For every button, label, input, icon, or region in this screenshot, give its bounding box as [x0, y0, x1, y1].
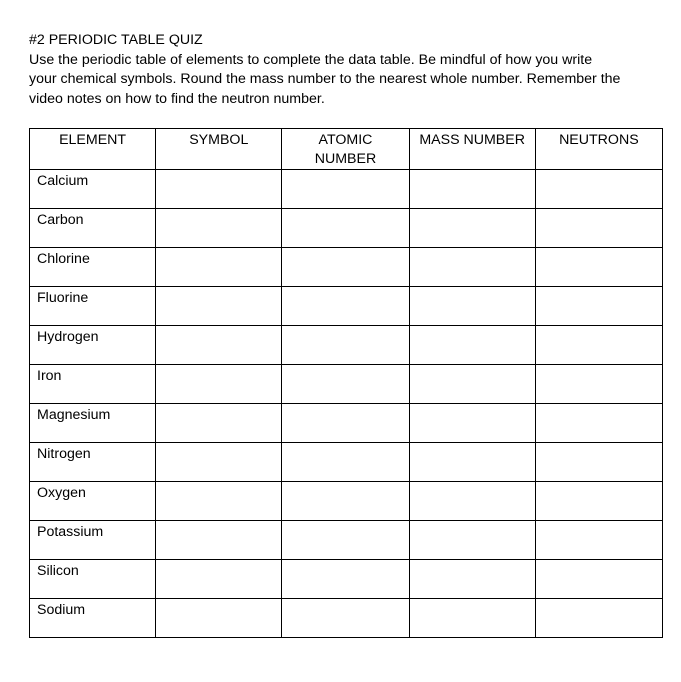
neutrons-cell[interactable]: [535, 248, 662, 287]
element-cell: Potassium: [30, 521, 156, 560]
mass-number-cell[interactable]: [409, 482, 535, 521]
neutrons-cell[interactable]: [535, 482, 662, 521]
symbol-cell[interactable]: [156, 521, 282, 560]
table-row: [30, 482, 663, 521]
header-symbol: SYMBOL: [156, 129, 282, 170]
neutrons-cell[interactable]: [535, 560, 662, 599]
table-row: [30, 326, 663, 365]
mass-number-cell[interactable]: [409, 209, 535, 248]
mass-number-cell[interactable]: [409, 248, 535, 287]
atomic-number-cell[interactable]: [282, 326, 409, 365]
element-data-table: [29, 128, 663, 638]
mass-number-cell[interactable]: [409, 326, 535, 365]
header-mass-number: MASS NUMBER: [409, 129, 535, 170]
element-cell: Oxygen: [30, 482, 156, 521]
neutrons-cell[interactable]: [535, 404, 662, 443]
header-element: ELEMENT: [30, 129, 156, 170]
neutrons-cell[interactable]: [535, 443, 662, 482]
instructions-line-1: Use the periodic table of elements to complete the data table. Be mindful of how you write: [29, 51, 593, 68]
table-row: [30, 521, 663, 560]
table-row: [30, 404, 663, 443]
neutrons-cell[interactable]: [535, 599, 662, 638]
instructions-line-3: video notes on how to find the neutron number.: [29, 90, 325, 107]
atomic-number-cell[interactable]: [282, 365, 409, 404]
neutrons-cell[interactable]: [535, 287, 662, 326]
element-cell: Nitrogen: [30, 443, 156, 482]
symbol-cell[interactable]: [156, 248, 282, 287]
symbol-cell[interactable]: [156, 365, 282, 404]
symbol-cell[interactable]: [156, 443, 282, 482]
element-cell: Fluorine: [30, 287, 156, 326]
atomic-number-cell[interactable]: [282, 248, 409, 287]
neutrons-cell[interactable]: [535, 521, 662, 560]
table-row: [30, 209, 663, 248]
table-row: [30, 287, 663, 326]
mass-number-cell[interactable]: [409, 599, 535, 638]
atomic-number-cell[interactable]: [282, 560, 409, 599]
mass-number-cell[interactable]: [409, 365, 535, 404]
header-atomic-number: [282, 129, 409, 170]
table-body: [30, 170, 663, 638]
symbol-cell[interactable]: [156, 170, 282, 209]
neutrons-cell[interactable]: [535, 209, 662, 248]
table-row: [30, 560, 663, 599]
table-row: [30, 599, 663, 638]
header-neutrons: NEUTRONS: [535, 129, 662, 170]
instructions-line-2: your chemical symbols. Round the mass number to the nearest whole number. Remember the: [29, 71, 621, 87]
neutrons-cell[interactable]: [535, 326, 662, 365]
table-row: [30, 248, 663, 287]
quiz-title: #2 PERIODIC TABLE QUIZ: [29, 32, 203, 48]
table-row: [30, 365, 663, 404]
mass-number-cell[interactable]: [409, 170, 535, 209]
mass-number-cell[interactable]: [409, 443, 535, 482]
mass-number-cell[interactable]: [409, 287, 535, 326]
symbol-cell[interactable]: [156, 599, 282, 638]
element-cell: Sodium: [30, 599, 156, 638]
atomic-number-cell[interactable]: [282, 209, 409, 248]
element-cell: Chlorine: [30, 248, 156, 287]
element-cell: Calcium: [30, 170, 156, 209]
neutrons-cell[interactable]: [535, 170, 662, 209]
element-cell: Carbon: [30, 209, 156, 248]
symbol-cell[interactable]: [156, 482, 282, 521]
atomic-number-cell[interactable]: [282, 287, 409, 326]
mass-number-cell[interactable]: [409, 521, 535, 560]
mass-number-cell[interactable]: [409, 560, 535, 599]
symbol-cell[interactable]: [156, 560, 282, 599]
quiz-header: [29, 31, 669, 109]
symbol-cell[interactable]: [156, 326, 282, 365]
symbol-cell[interactable]: [156, 404, 282, 443]
atomic-number-cell[interactable]: [282, 521, 409, 560]
element-cell: Silicon: [30, 560, 156, 599]
symbol-cell[interactable]: [156, 287, 282, 326]
atomic-number-cell[interactable]: [282, 599, 409, 638]
element-cell: Iron: [30, 365, 156, 404]
atomic-number-cell[interactable]: [282, 404, 409, 443]
atomic-number-cell[interactable]: [282, 170, 409, 209]
table-row: [30, 443, 663, 482]
element-cell: Magnesium: [30, 404, 156, 443]
neutrons-cell[interactable]: [535, 365, 662, 404]
table-header-row: [30, 129, 663, 170]
atomic-number-cell[interactable]: [282, 443, 409, 482]
element-cell: Hydrogen: [30, 326, 156, 365]
symbol-cell[interactable]: [156, 209, 282, 248]
atomic-number-cell[interactable]: [282, 482, 409, 521]
table-row: [30, 170, 663, 209]
mass-number-cell[interactable]: [409, 404, 535, 443]
header-atomic-line-1: ATOMIC: [318, 132, 373, 148]
header-atomic-line-2: NUMBER: [314, 151, 377, 167]
